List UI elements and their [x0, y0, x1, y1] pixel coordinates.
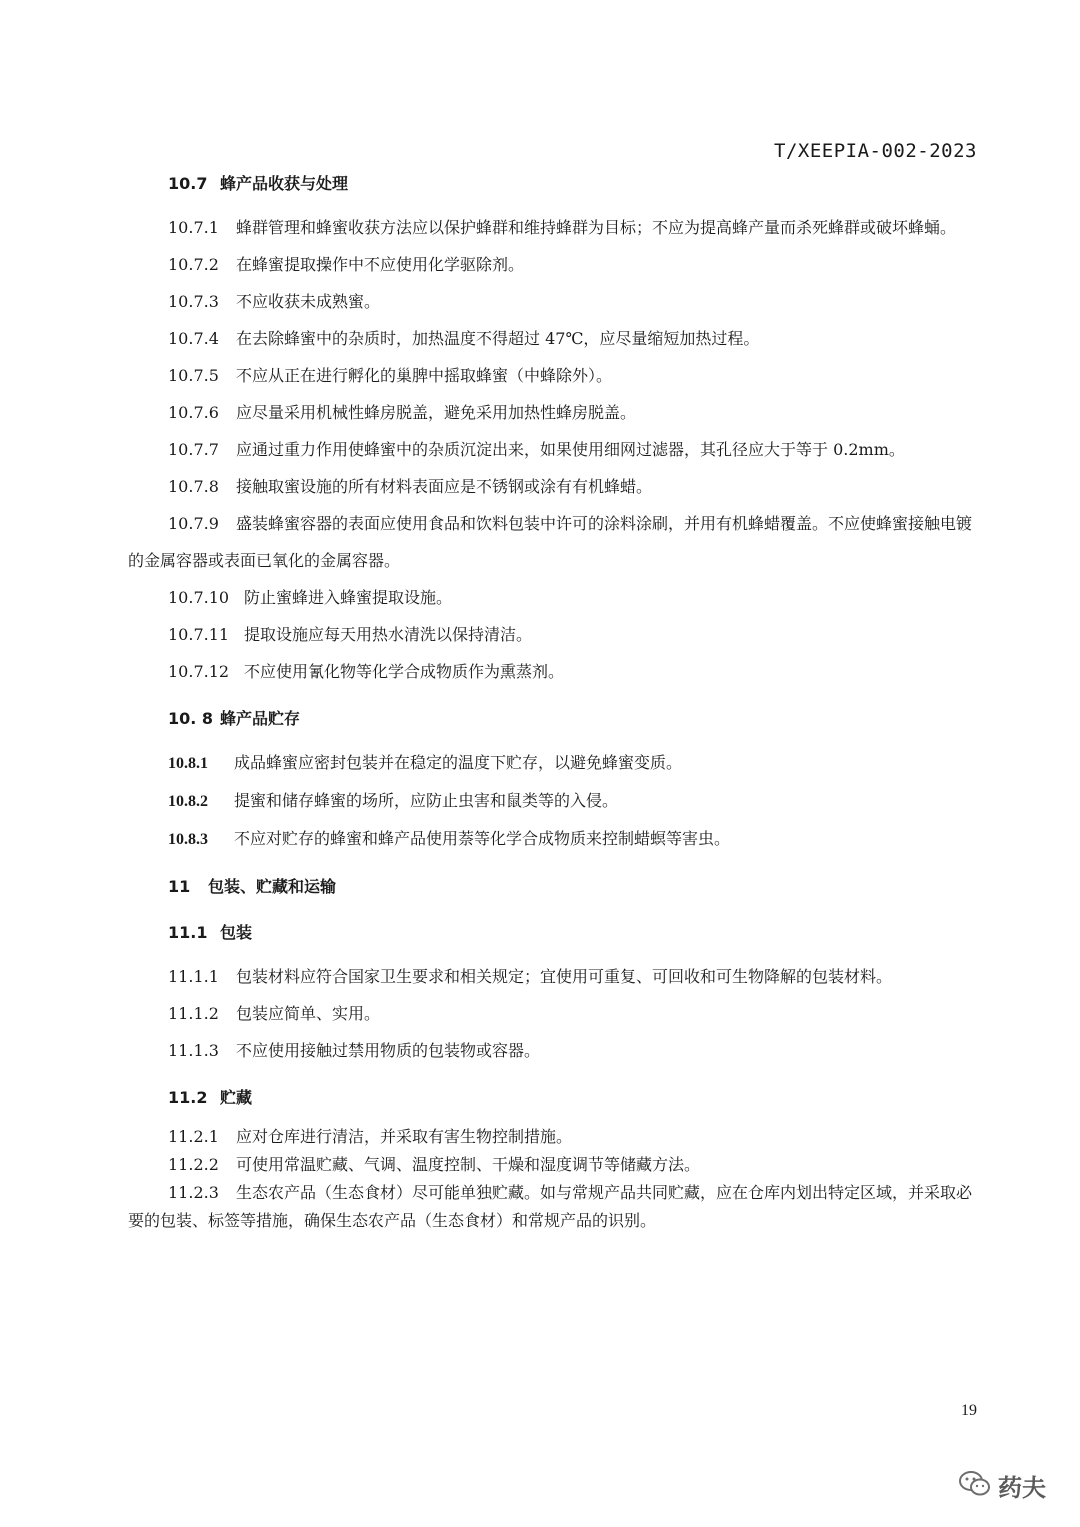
document-body	[128, 167, 978, 1235]
clause-11-2-3: 11.2.3 生态农产品（生态食材）尽可能单独贮藏。如与常规产品共同贮藏，应在仓库内划出特定区域，并采取必要的包装、标签等措施，确保生态农产品（生态食材）和常规产品的识别。	[128, 1183, 973, 1230]
clause-10-7-8: 10.7.8 接触取蜜设施的所有材料表面应是不锈钢或涂有有机蜂蜡。	[168, 477, 653, 496]
section-title: 包装	[220, 923, 253, 942]
clause-10-7-1: 10.7.1 蜂群管理和蜂蜜收获方法应以保护蜂群和维持蜂群为目标；不应为提高蜂产量而杀死蜂群或破坏蜂蛹。	[168, 218, 957, 237]
clause-10-7-3: 10.7.3 不应收获未成熟蜜。	[168, 292, 381, 311]
section-number: 10. 8	[168, 709, 214, 728]
clause-11-1-2: 11.1.2 包装应简单、实用。	[168, 1004, 381, 1023]
clause-11-1-1: 11.1.1 包装材料应符合国家卫生要求和相关规定；宜使用可重复、可回收和可生物降解的包装材料。	[168, 967, 893, 986]
clause-10-7-12: 10.7.12 不应使用氰化物等化学合成物质作为熏蒸剂。	[168, 662, 565, 681]
section-heading-11-1	[168, 916, 978, 950]
clause-10-7-2: 10.7.2 在蜂蜜提取操作中不应使用化学驱除剂。	[168, 255, 525, 274]
clause-10-7-11: 10.7.11 提取设施应每天用热水清洗以保持清洁。	[168, 625, 533, 644]
wechat-icon	[958, 1470, 992, 1502]
clause-10-7-5: 10.7.5 不应从正在进行孵化的巢脾中摇取蜂蜜（中蜂除外）。	[168, 366, 613, 385]
clause-10-7-4: 10.7.4 在去除蜂蜜中的杂质时，加热温度不得超过 47℃，应尽量缩短加热过程。	[168, 329, 760, 348]
section-title: 蜂产品贮存	[220, 709, 301, 728]
clause-11-2-1: 11.2.1 应对仓库进行清洁，并采取有害生物控制措施。	[168, 1127, 573, 1146]
chapter-title: 包装、贮藏和运输	[208, 877, 337, 896]
clause-10-8-1: 10.8.1 成品蜂蜜应密封包装并在稳定的温度下贮存，以避免蜂蜜变质。	[168, 753, 683, 772]
section-number: 10.7	[168, 174, 208, 193]
clause-10-8-2: 10.8.2 提蜜和储存蜂蜜的场所，应防止虫害和鼠类等的入侵。	[168, 791, 619, 810]
watermark-text: 药夫	[998, 1474, 1046, 1502]
page-number: 19	[961, 1402, 977, 1419]
section-title: 蜂产品收获与处理	[220, 174, 349, 193]
clause-10-7-9: 10.7.9 盛装蜂蜜容器的表面应使用食品和饮料包装中许可的涂料涂刷，并用有机蜂蜡覆盖。不应使蜂蜜接触电镀的金属容器或表面已氧化的金属容器。	[128, 514, 973, 570]
document-code: T/XEEPIA-002-2023	[774, 140, 977, 162]
clause-11-1-3: 11.1.3 不应使用接触过禁用物质的包装物或容器。	[168, 1041, 541, 1060]
chapter-heading-11	[168, 870, 978, 904]
clause-11-2-2: 11.2.2 可使用常温贮藏、气调、温度控制、干燥和湿度调节等储藏方法。	[168, 1155, 701, 1174]
section-heading-10-7	[168, 167, 978, 201]
clause-10-7-10: 10.7.10 防止蜜蜂进入蜂蜜提取设施。	[168, 588, 453, 607]
clause-10-8-3: 10.8.3 不应对贮存的蜂蜜和蜂产品使用萘等化学合成物质来控制蜡螟等害虫。	[168, 829, 731, 848]
section-number: 11.1	[168, 923, 208, 942]
section-heading-10-8	[168, 702, 978, 736]
watermark	[958, 1468, 1046, 1503]
chapter-number: 11	[168, 877, 191, 896]
section-heading-11-2	[168, 1081, 978, 1115]
section-title: 贮藏	[220, 1088, 253, 1107]
section-number: 11.2	[168, 1088, 208, 1107]
clause-10-7-6: 10.7.6 应尽量采用机械性蜂房脱盖，避免采用加热性蜂房脱盖。	[168, 403, 637, 422]
clause-10-7-7: 10.7.7 应通过重力作用使蜂蜜中的杂质沉淀出来，如果使用细网过滤器，其孔径应大于等于 0.2mm。	[168, 440, 905, 459]
